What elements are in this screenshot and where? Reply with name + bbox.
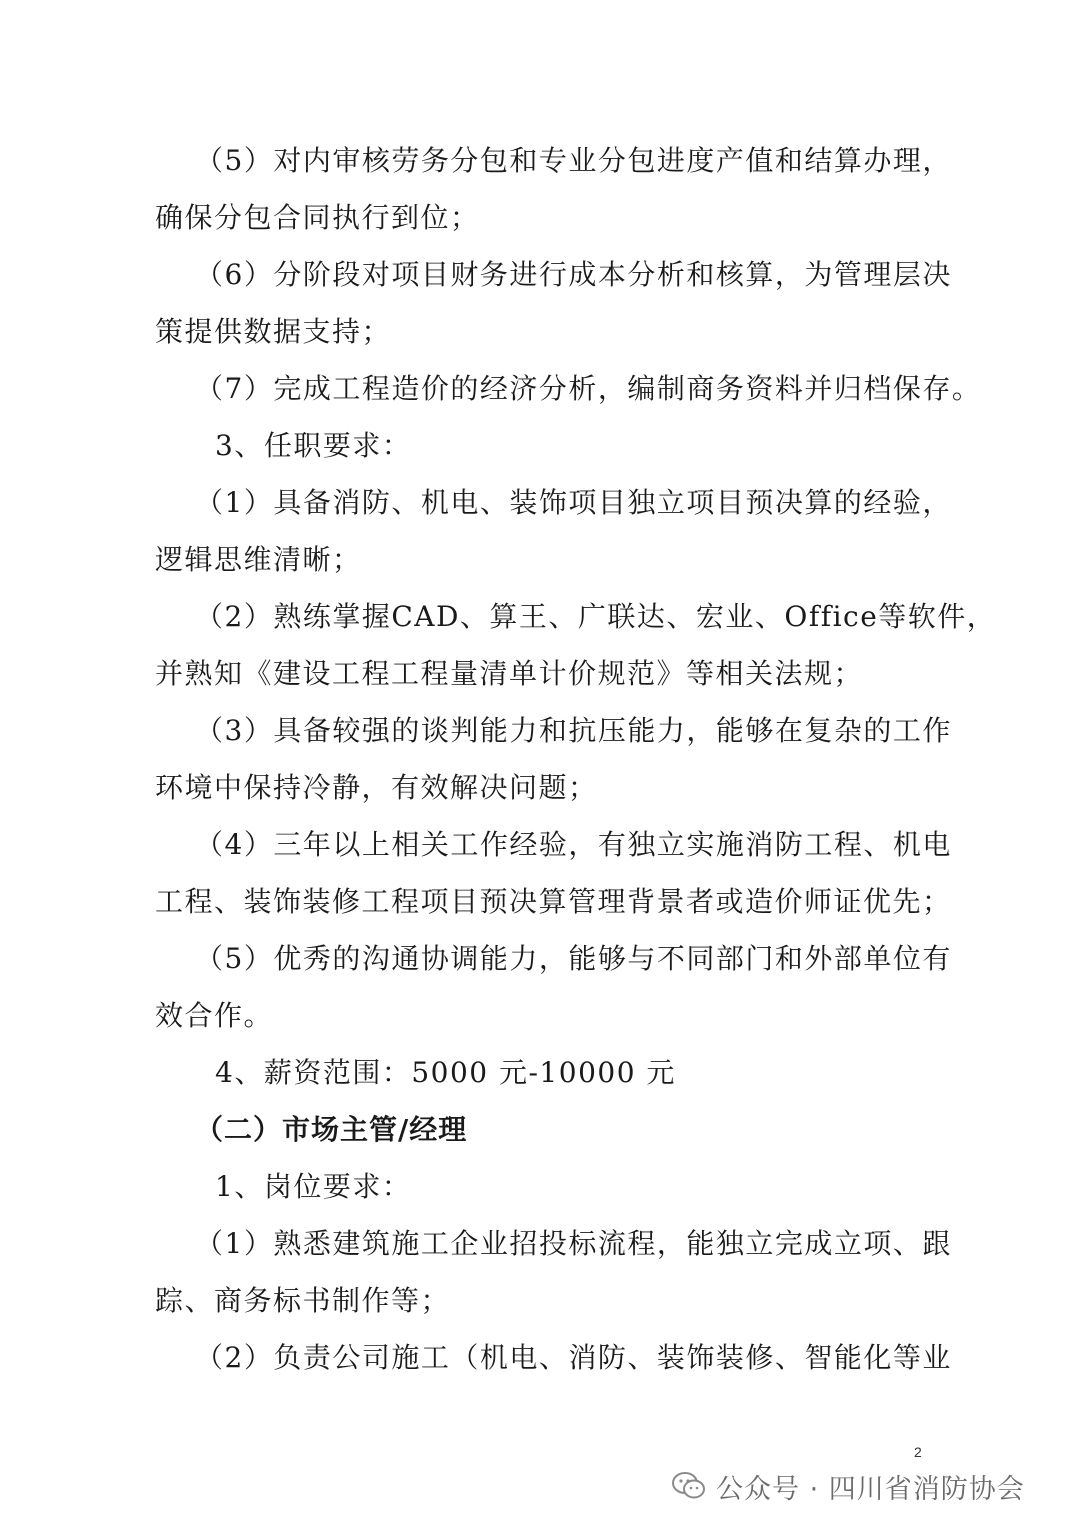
salary-range-line: 4、薪资范围：5000 元-10000 元 [215,1056,676,1089]
position-title: （二）市场主管/经理 [195,1113,468,1146]
wechat-icon [672,1471,706,1501]
paragraph-line: （1）具备消防、机电、装饰项目独立项目预决算的经验， [195,486,952,519]
paragraph-line: （7）完成工程造价的经济分析，编制商务资料并归档保存。 [195,372,982,405]
paragraph-line: 逻辑思维清晰； [155,543,362,576]
section-heading: 3、任职要求： [215,429,412,462]
paragraph-line: （6）分阶段对项目财务进行成本分析和核算，为管理层决 [195,258,952,291]
paragraph-line: （2）熟练掌握CAD、算王、广联达、宏业、Office等软件， [195,600,997,633]
paragraph-line: （5）对内审核劳务分包和专业分包进度产值和结算办理， [195,144,952,177]
section-heading: 1、岗位要求： [215,1170,412,1203]
paragraph-line: 确保分包合同执行到位； [155,201,480,234]
paragraph-line: （3）具备较强的谈判能力和抗压能力，能够在复杂的工作 [195,714,952,747]
paragraph-line: （2）负责公司施工（机电、消防、装饰装修、智能化等业 [195,1341,952,1374]
paragraph-line: 工程、装饰装修工程项目预决算管理背景者或造价师证优先； [155,885,952,918]
page-number: 2 [914,1444,922,1460]
watermark [672,1464,1025,1508]
paragraph-line: 策提供数据支持； [155,315,392,348]
document-body [155,132,997,1386]
paragraph-line: （5）优秀的沟通协调能力，能够与不同部门和外部单位有 [195,942,952,975]
paragraph-line: （1）熟悉建筑施工企业招投标流程，能独立完成立项、跟 [195,1227,952,1260]
paragraph-line: 并熟知《建设工程工程量清单计价规范》等相关法规； [155,657,864,690]
paragraph-line: 环境中保持冷静，有效解决问题； [155,771,598,804]
paragraph-line: （4）三年以上相关工作经验，有独立实施消防工程、机电 [195,828,952,861]
paragraph-line: 效合作。 [155,999,274,1032]
paragraph-line: 踪、商务标书制作等； [155,1284,451,1317]
watermark-text: 公众号 · 四川省消防协会 [716,1473,1025,1505]
